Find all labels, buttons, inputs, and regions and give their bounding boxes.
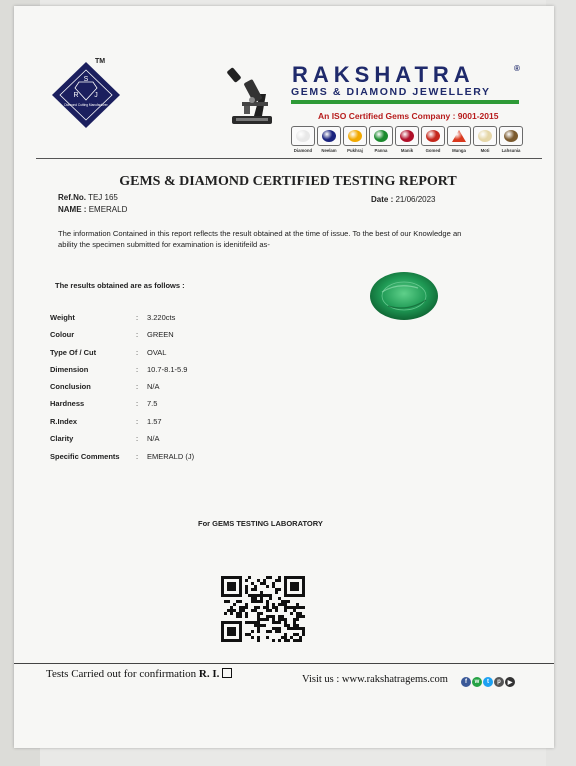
property-colon: : [136, 382, 139, 391]
ref-value: TEJ 165 [88, 193, 118, 202]
gem-item [369, 126, 393, 156]
checkbox-icon [222, 668, 232, 678]
reference-number [58, 193, 118, 202]
property-label: Dimension [50, 365, 89, 374]
report-title: GEMS & DIAMOND CERTIFIED TESTING REPORT [119, 174, 457, 189]
gem-item [499, 126, 523, 156]
property-value: N/A [147, 382, 160, 391]
twitter-icon[interactable]: t [483, 677, 493, 687]
footer-divider [14, 663, 554, 664]
intro-paragraph: The information Contained in this report reflects the result obtained at the time of issue. To the best of our Knowledge an ability the specimen submitted for examination is idenitifeild as- [58, 229, 462, 249]
gem-label: Manik [400, 148, 414, 153]
gem-manik-icon [395, 126, 419, 146]
property-colon: : [136, 417, 139, 426]
specimen-name [58, 205, 127, 214]
gem-icons-row [291, 126, 523, 156]
gem-lahsunia-icon [499, 126, 523, 146]
property-colon: : [136, 365, 139, 374]
property-value: 1.57 [147, 417, 162, 426]
property-value: 7.5 [147, 399, 158, 408]
gem-neelam-icon [317, 126, 341, 146]
property-label: Type Of / Cut [50, 348, 97, 357]
property-colon: : [136, 434, 139, 443]
gem-moti-icon [473, 126, 497, 146]
name-label: NAME : [58, 205, 87, 214]
gem-pukhraj-icon [343, 126, 367, 146]
registered-mark: ® [514, 64, 520, 73]
gem-label: Neelam [321, 148, 337, 153]
gem-gomed-icon [421, 126, 445, 146]
gem-diamond-icon [291, 126, 315, 146]
property-label: Specific Comments [50, 452, 120, 461]
name-value: EMERALD [88, 205, 128, 214]
pinterest-icon[interactable]: p [494, 677, 504, 687]
report-date [371, 195, 436, 204]
property-row [50, 434, 310, 446]
gem-label: Gomed [425, 148, 441, 153]
gem-item [317, 126, 341, 156]
brand-underline [291, 100, 519, 104]
property-value: EMERALD (J) [147, 452, 195, 461]
property-value: 3.220cts [147, 313, 176, 322]
gem-item [343, 126, 367, 156]
gem-label: Pukhraj [347, 148, 363, 153]
logo-letter-s: S [83, 76, 89, 83]
iso-certification: An ISO Certified Gems Company : 9001-2015 [318, 111, 499, 121]
property-colon: : [136, 348, 139, 357]
property-value: OVAL [147, 348, 167, 357]
property-colon: : [136, 313, 139, 322]
gem-item [291, 126, 315, 156]
logo-letter-r: R [73, 92, 79, 99]
gem-label: Moti [480, 148, 490, 153]
date-label: Date : [371, 195, 394, 204]
microscope-icon [224, 64, 276, 128]
logo-letter-j: J [94, 92, 98, 99]
gem-item [421, 126, 445, 156]
date-value: 21/06/2023 [395, 195, 436, 204]
ref-label: Ref.No. [58, 193, 86, 202]
emerald-stone-image [368, 270, 440, 322]
gem-panna-icon [369, 126, 393, 146]
logo-tagline: Diamond Cutting Manufacturer [64, 103, 108, 107]
property-label: Clarity [50, 434, 74, 443]
property-row [50, 348, 310, 360]
facebook-icon[interactable]: f [461, 677, 471, 687]
signature-line: For GEMS TESTING LABORATORY [198, 519, 323, 528]
qr-code [221, 576, 305, 644]
tests-text: Tests Carried out for confirmation [46, 668, 197, 680]
whatsapp-icon[interactable]: w [472, 677, 482, 687]
trademark: TM [95, 58, 106, 65]
brand-name: RAKSHATRA [292, 62, 475, 87]
property-row [50, 313, 310, 325]
property-colon: : [136, 452, 139, 461]
gem-label: Munga [452, 148, 466, 153]
header-divider [36, 158, 542, 159]
property-row [50, 452, 310, 464]
gem-item [473, 126, 497, 156]
gem-label: Diamond [293, 148, 313, 153]
tests-note [46, 668, 232, 680]
property-label: R.Index [50, 417, 78, 426]
website-link[interactable]: Visit us : www.rakshatragems.com [302, 674, 448, 685]
property-value: 10.7-8.1-5.9 [147, 365, 188, 374]
social-icons [461, 677, 515, 687]
property-row [50, 382, 310, 394]
property-row [50, 399, 310, 411]
property-label: Colour [50, 330, 75, 339]
property-label: Hardness [50, 399, 85, 408]
property-value: GREEN [147, 330, 174, 339]
gem-item [395, 126, 419, 156]
property-label: Conclusion [50, 382, 91, 391]
youtube-icon[interactable]: ▶ [505, 677, 515, 687]
property-row [50, 330, 310, 342]
property-row [50, 365, 310, 377]
property-row [50, 417, 310, 429]
gem-munga-icon [447, 126, 471, 146]
gem-label: Panna [374, 148, 388, 153]
brand-subtitle: GEMS & DIAMOND JEWELLERY [291, 86, 491, 98]
gem-item [447, 126, 471, 156]
srj-logo [46, 60, 126, 130]
property-colon: : [136, 330, 139, 339]
tests-ri: R. I. [198, 668, 220, 680]
property-colon: : [136, 399, 139, 408]
property-label: Weight [50, 313, 75, 322]
results-heading: The results obtained are as follows : [55, 281, 185, 290]
gem-label: Lahsunia [501, 148, 521, 153]
property-value: N/A [147, 434, 160, 443]
